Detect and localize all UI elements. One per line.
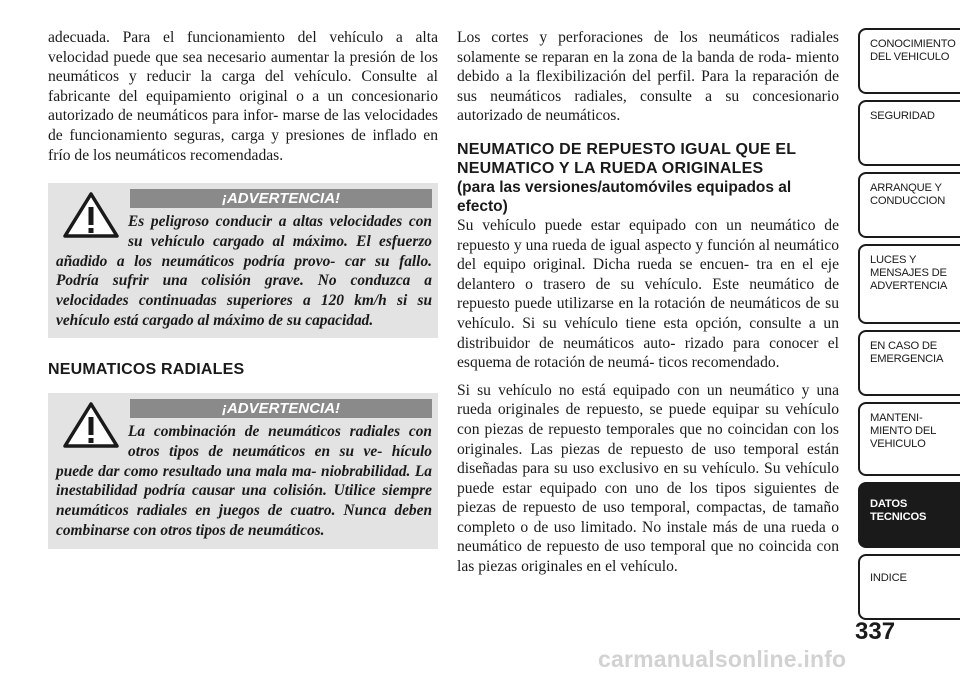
tab-mantenimiento[interactable]: MANTENI- MIENTO DEL VEHICULO <box>858 402 960 476</box>
section-subheading-spare: (para las versiones/automóviles equipados al efecto) <box>457 178 792 215</box>
section-heading-radial: NEUMATICOS RADIALES <box>48 361 245 379</box>
intro-paragraph: adecuada. Para el funcionamiento del vehículo a alta velocidad puede que sea necesario aumentar la presión de los neumáticos y reducir la carga del vehículo. Consulte al fabricante del equipamiento original o a un concesionario autorizado de neumáticos para infor- marse de las velocidades de funcionamiento seguras, carga y presiones de inflado en frío de los neumáticos recomendadas. <box>48 29 438 164</box>
warning-title: ¡ADVERTENCIA! <box>130 189 432 208</box>
warning-title: ¡ADVERTENCIA! <box>130 399 432 418</box>
warning-body: La combinación de neumáticos radiales con otros tipos de neumáticos en su ve- hículo puede dar como resultado una mala ma- niobrabilidad. La inestabilidad podría causar una colisión. Utilice siempre neumáticos radiales en juegos de cuatro. Nunca deben combinarse con otros tipos de neumáticos. <box>56 423 432 539</box>
cuts-paragraph: Los cortes y perforaciones de los neumáticos radiales solamente se reparan en la zona de la banda de roda- miento debido a la flexibilización del perfil. Para la reparación de sus neumáticos radiales, consulte a su concesionario autorizado de neumáticos. <box>457 29 839 125</box>
tab-arranque[interactable]: ARRANQUE Y CONDUCCION <box>858 172 960 238</box>
tab-conocimiento[interactable]: CONOCIMIENTO DEL VEHICULO <box>858 28 960 94</box>
warning-triangle-icon <box>62 401 120 449</box>
tab-emergencia[interactable]: EN CASO DE EMERGENCIA <box>858 330 960 396</box>
left-column <box>48 28 438 549</box>
chapter-tabs <box>858 28 960 608</box>
warning-box-high-speed <box>48 183 438 338</box>
tab-indice[interactable]: INDICE <box>858 554 960 620</box>
warning-body: Es peligroso conducir a altas velocidades con su vehículo cargado al máximo. El esfuerzo añadido a los neumáticos podría provo- car su fallo. Podría sufrir una colisión grave. No conduzca a velocidades continuadas superiores a 120 km/h si su vehículo está cargado al máximo de su capacidad. <box>56 213 432 329</box>
page-number: 337 <box>855 618 896 645</box>
tab-datos-tecnicos[interactable]: DATOS TECNICOS <box>858 482 960 548</box>
watermark: carmanualsonline.info <box>598 646 847 672</box>
right-column <box>457 28 839 577</box>
tab-seguridad[interactable]: SEGURIDAD <box>858 100 960 166</box>
warning-triangle-icon <box>62 191 120 239</box>
section-heading-spare: NEUMATICO DE REPUESTO IGUAL QUE EL NEUMATICO Y LA RUEDA ORIGINALES <box>457 140 796 177</box>
temporary-spare-paragraph: Si su vehículo no está equipado con un neumático y una rueda originales de repuesto, se puede equipar su vehículo con piezas de repuesto temporales que no coincidan con los originales. Las piezas de repuesto de uso temporal están diseñadas para su uso exclusivo en su vehículo. Su vehículo puede estar equipado con uno de los tipos siguientes de piezas de repuesto de uso temporal, compactas, de tamaño completo o de uso limitado. No instale más de una rueda o neumático de repuesto de uso temporal que no coincida con las piezas originales en el vehículo. <box>457 381 839 576</box>
spare-paragraph: Su vehículo puede estar equipado con un neumático de repuesto y una rueda de igual aspecto y función al neumático del equipo original. Dicha rueda se encuen- tra en el eje delantero o trasero de su vehículo. Este neumático de repuesto puede utilizarse en la rotación de neumáticos de su vehículo. Si su vehículo tiene esta opción, consulte a un distribuidor de neumáticos auto- rizado para conocer el esquema de rotación de neumá- ticos recomendado. <box>457 216 839 372</box>
warning-box-radial <box>48 393 438 548</box>
tab-luces[interactable]: LUCES Y MENSAJES DE ADVERTENCIA <box>858 244 960 324</box>
